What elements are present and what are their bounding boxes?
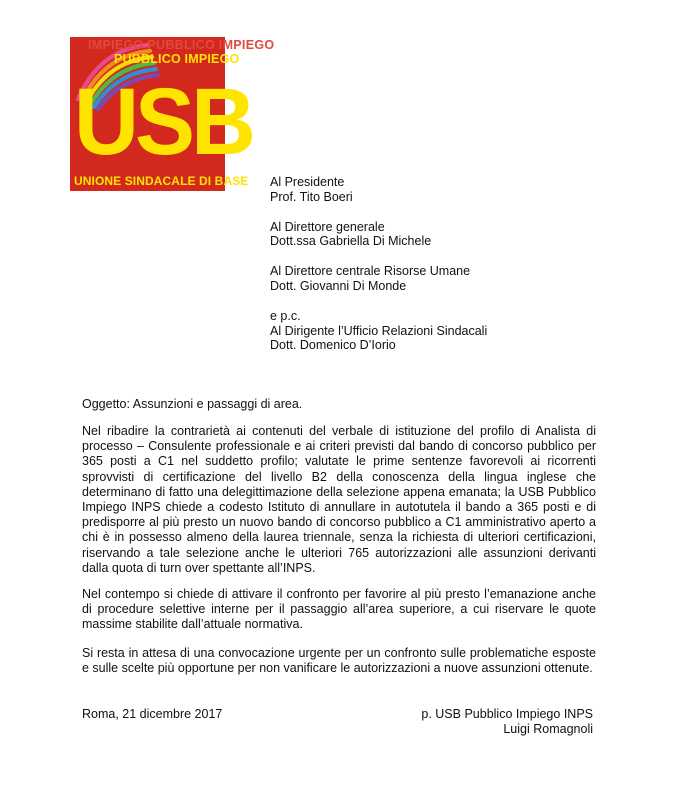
recipient-line: Dott.ssa Gabriella Di Michele (270, 234, 432, 249)
recipient-line: Al Direttore centrale Risorse Umane (270, 264, 471, 279)
usb-logo (70, 37, 275, 191)
date-line: Roma, 21 dicembre 2017 (82, 707, 223, 721)
recipient-line: Dott. Giovanni Di Monde (270, 278, 407, 293)
body-paragraph: Si resta in attesa di una convocazione urgente per un confronto sulle problematiche esposte e sulle scelte più opportune per non vanificare le autorizzazioni a nuove assunzioni ottenute. (82, 646, 596, 676)
recipient-president (270, 175, 487, 205)
recipient-line: Dott. Domenico D’Iorio (270, 338, 396, 353)
signature-block (417, 707, 593, 737)
recipients-block (270, 175, 487, 368)
logo-mid-text: PUBBLICO IMPIEGO (114, 52, 240, 66)
recipient-line: Al Dirigente l’Ufficio Relazioni Sindacali (270, 323, 488, 338)
logo-usb-text: USB (74, 69, 253, 175)
body-paragraph: Nel ribadire la contrarietà ai contenuti del verbale di istituzione del profilo di Analista di processo – Consulente professionale e ai criteri previsti dal bando di concorso pubblico per 365 posti a C1 nel suddetto profilo; valutate le prime sentenze favorevoli ai ricorrenti sprovvisti di certificazione del livello B2 della conoscenza della lingua inglese che determinano di fatto una delegittimazione della selezione appena emanata; la USB Pubblico Impiego INPS chiede a codesto Istituto di annullare in autotutela il bando a 365 posti e di predisporre al più presto un nuovo bando di concorso pubblico a C1 amministrativo aperto a chi è in possesso almeno della laurea triennale, senza la richiesta di ulteriori certificazioni, riservando a tale selezione anche le ulteriori 765 autorizzazioni alle assunzioni derivanti dalla quota di turn over spettante all’INPS. (82, 424, 596, 575)
recipient-hr-director (270, 264, 487, 294)
recipient-cc (270, 309, 487, 353)
recipient-director-general (270, 220, 487, 250)
recipient-line: e p.c. (270, 308, 301, 323)
recipient-line: Al Presidente (270, 175, 345, 189)
recipient-line: Prof. Tito Boeri (270, 189, 353, 204)
logo-bottom-text: UNIONE SINDACALE DI BASE (74, 174, 249, 188)
recipient-line: Al Direttore generale (270, 219, 385, 234)
subject-line: Oggetto: Assunzioni e passaggi di area. (82, 397, 303, 411)
body-paragraph: Nel contempo si chiede di attivare il confronto per favorire al più presto l’emanazione anche di procedure selettive interne per il passaggio all’area superiore, a cui riservare le quote massime stabilite dall’attuale normativa. (82, 587, 596, 632)
signature-name: Luigi Romagnoli (503, 721, 593, 736)
signature-organization: p. USB Pubblico Impiego INPS (421, 707, 593, 721)
logo-top-text: IMPIEGO PUBBLICO IMPIEGO (88, 38, 275, 52)
